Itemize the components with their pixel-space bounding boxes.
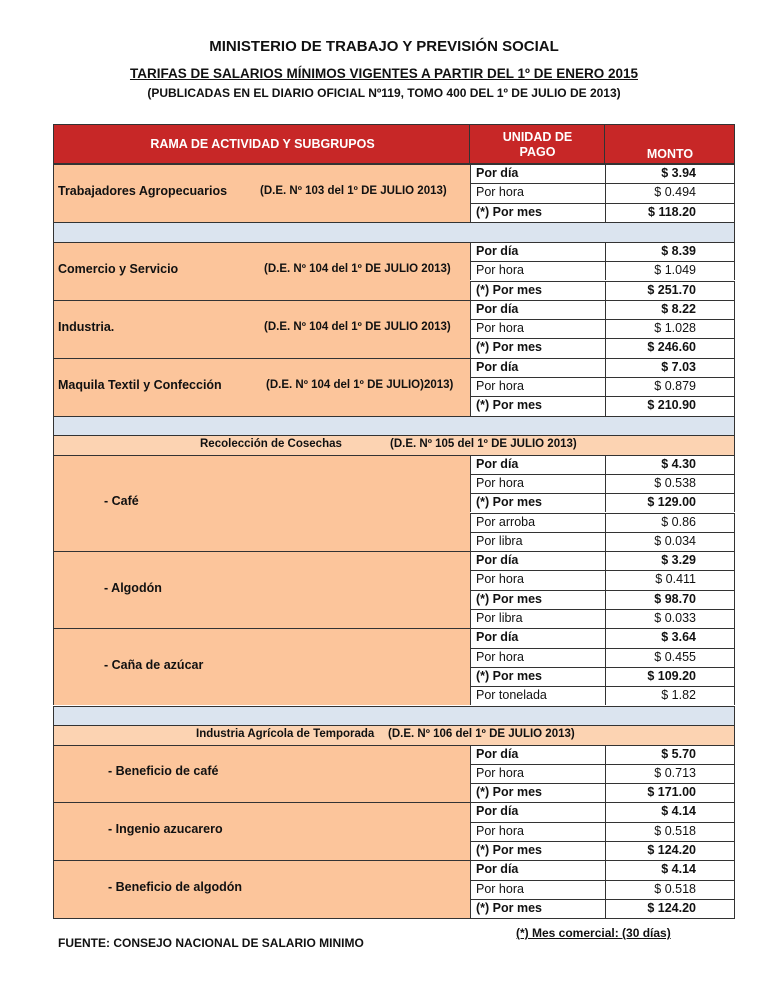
pay-unit-cell: Por día bbox=[470, 242, 605, 261]
decree-reference: (D.E. Nº 104 del 1º DE JULIO)2013) bbox=[266, 378, 454, 391]
pay-unit-cell: Por hora bbox=[470, 377, 605, 396]
amount-cell: $ 3.29 bbox=[605, 551, 735, 570]
pay-unit-cell: Por día bbox=[470, 300, 605, 319]
seasonal-activity-name: - Ingenio azucarero bbox=[108, 822, 223, 837]
amount-cell: $ 0.494 bbox=[605, 183, 735, 202]
pay-unit-cell: Por hora bbox=[470, 822, 605, 841]
pay-unit-cell: (*) Por mes bbox=[470, 899, 605, 918]
seasonal-activity-name: - Beneficio de algodón bbox=[108, 880, 243, 895]
pay-unit-cell: Por hora bbox=[470, 261, 605, 280]
amount-cell: $ 0.86 bbox=[605, 513, 735, 532]
crop-name: - Algodón bbox=[104, 580, 162, 595]
publication-note: (PUBLICADAS EN EL DIARIO OFICIAL Nº119, TOMO 400 DEL 1º DE JULIO DE 2013) bbox=[147, 86, 621, 100]
pay-unit-cell: Por hora bbox=[470, 570, 605, 589]
pay-unit-cell: Por arroba bbox=[470, 513, 605, 532]
amount-cell: $ 4.14 bbox=[605, 802, 735, 821]
pay-unit-cell: (*) Por mes bbox=[470, 396, 605, 415]
amount-cell: $ 0.518 bbox=[605, 880, 735, 899]
pay-unit-cell: Por tonelada bbox=[470, 686, 605, 705]
amount-cell: $ 0.518 bbox=[605, 822, 735, 841]
pay-unit-cell: Por día bbox=[470, 455, 605, 474]
amount-cell: $ 0.713 bbox=[605, 764, 735, 783]
pay-unit-cell: Por libra bbox=[470, 609, 605, 628]
seasonal-activity-name: - Beneficio de café bbox=[108, 764, 219, 779]
seasonal-section-title: Industria Agrícola de Temporada bbox=[196, 727, 375, 740]
amount-cell: $ 210.90 bbox=[605, 396, 735, 415]
harvest-section-title: Recolección de Cosechas bbox=[200, 437, 342, 450]
header-activity-cell bbox=[53, 124, 470, 164]
amount-cell: $ 4.14 bbox=[605, 860, 735, 879]
pay-unit-cell: (*) Por mes bbox=[470, 590, 605, 609]
amount-cell: $ 98.70 bbox=[605, 590, 735, 609]
pay-unit-cell: Por día bbox=[470, 164, 605, 183]
pay-unit-cell: Por día bbox=[470, 628, 605, 647]
activity-name: Industria. bbox=[58, 319, 115, 334]
pay-unit-cell: Por hora bbox=[470, 764, 605, 783]
amount-cell: $ 124.20 bbox=[605, 899, 735, 918]
amount-cell: $ 5.70 bbox=[605, 745, 735, 764]
amount-cell: $ 0.033 bbox=[605, 609, 735, 628]
pay-unit-cell: Por hora bbox=[470, 319, 605, 338]
pay-unit-cell: Por libra bbox=[470, 532, 605, 551]
pay-unit-cell: Por día bbox=[470, 802, 605, 821]
pay-unit-cell: (*) Por mes bbox=[470, 783, 605, 802]
amount-cell: $ 8.22 bbox=[605, 300, 735, 319]
crop-name: - Café bbox=[104, 493, 139, 508]
amount-cell: $ 3.94 bbox=[605, 164, 735, 183]
crop-name: - Caña de azúcar bbox=[104, 657, 204, 672]
amount-cell: $ 0.538 bbox=[605, 474, 735, 493]
amount-cell: $ 0.411 bbox=[605, 570, 735, 589]
document-subtitle: TARIFAS DE SALARIOS MÍNIMOS VIGENTES A PARTIR DEL 1º DE ENERO 2015 bbox=[129, 66, 638, 81]
amount-cell: $ 0.879 bbox=[605, 377, 735, 396]
pay-unit-cell: Por hora bbox=[470, 474, 605, 493]
pay-unit-cell: Por hora bbox=[470, 880, 605, 899]
pay-unit-cell: (*) Por mes bbox=[470, 841, 605, 860]
header-unit-label: UNIDAD DE PAGO bbox=[502, 130, 573, 159]
header-amount-cell bbox=[605, 124, 735, 164]
amount-cell: $ 109.20 bbox=[605, 667, 735, 686]
table-bottom-border bbox=[53, 918, 735, 919]
amount-cell: $ 124.20 bbox=[605, 841, 735, 860]
decree-reference: (D.E. Nº 103 del 1º DE JULIO 2013) bbox=[260, 184, 447, 197]
seasonal-section-decree: (D.E. Nº 106 del 1º DE JULIO 2013) bbox=[388, 727, 575, 740]
amount-cell: $ 8.39 bbox=[605, 242, 735, 261]
amount-cell: $ 118.20 bbox=[605, 203, 735, 222]
pay-unit-cell: (*) Por mes bbox=[470, 493, 605, 512]
source-note: FUENTE: CONSEJO NACIONAL DE SALARIO MINIMO bbox=[58, 936, 364, 950]
decree-reference: (D.E. Nº 104 del 1º DE JULIO 2013) bbox=[264, 262, 451, 275]
ministry-title: MINISTERIO DE TRABAJO Y PREVISIÓN SOCIAL bbox=[209, 38, 559, 55]
pay-unit-cell: Por día bbox=[470, 860, 605, 879]
amount-cell: $ 251.70 bbox=[605, 281, 735, 300]
spacer-row bbox=[53, 706, 735, 725]
amount-cell: $ 1.049 bbox=[605, 261, 735, 280]
amount-cell: $ 0.455 bbox=[605, 648, 735, 667]
harvest-section-decree: (D.E. Nº 105 del 1º DE JULIO 2013) bbox=[390, 437, 577, 450]
amount-cell: $ 7.03 bbox=[605, 358, 735, 377]
amount-cell: $ 4.30 bbox=[605, 455, 735, 474]
header-unit-cell bbox=[470, 124, 605, 164]
activity-name: Comercio y Servicio bbox=[58, 261, 179, 276]
amount-cell: $ 171.00 bbox=[605, 783, 735, 802]
activity-name: Trabajadores Agropecuarios bbox=[58, 183, 228, 198]
amount-cell: $ 1.028 bbox=[605, 319, 735, 338]
pay-unit-cell: Por día bbox=[470, 551, 605, 570]
header-activity-label: RAMA DE ACTIVIDAD Y SUBGRUPOS bbox=[150, 137, 375, 151]
pay-unit-cell: Por día bbox=[470, 358, 605, 377]
amount-cell: $ 246.60 bbox=[605, 338, 735, 357]
spacer-row bbox=[53, 416, 735, 435]
pay-unit-cell: Por día bbox=[470, 745, 605, 764]
spacer-row bbox=[53, 222, 735, 242]
amount-cell: $ 129.00 bbox=[605, 493, 735, 512]
pay-unit-cell: Por hora bbox=[470, 183, 605, 202]
pay-unit-cell: Por hora bbox=[470, 648, 605, 667]
pay-unit-cell: (*) Por mes bbox=[470, 281, 605, 300]
amount-cell: $ 1.82 bbox=[605, 686, 735, 705]
pay-unit-cell: (*) Por mes bbox=[470, 667, 605, 686]
decree-reference: (D.E. Nº 104 del 1º DE JULIO 2013) bbox=[264, 320, 451, 333]
header-amount-label: MONTO bbox=[646, 147, 694, 161]
activity-name: Maquila Textil y Confección bbox=[58, 377, 222, 392]
pay-unit-cell: (*) Por mes bbox=[470, 203, 605, 222]
amount-cell: $ 0.034 bbox=[605, 532, 735, 551]
pay-unit-cell: (*) Por mes bbox=[470, 338, 605, 357]
commercial-month-note: (*) Mes comercial: (30 días) bbox=[516, 926, 671, 940]
amount-cell: $ 3.64 bbox=[605, 628, 735, 647]
